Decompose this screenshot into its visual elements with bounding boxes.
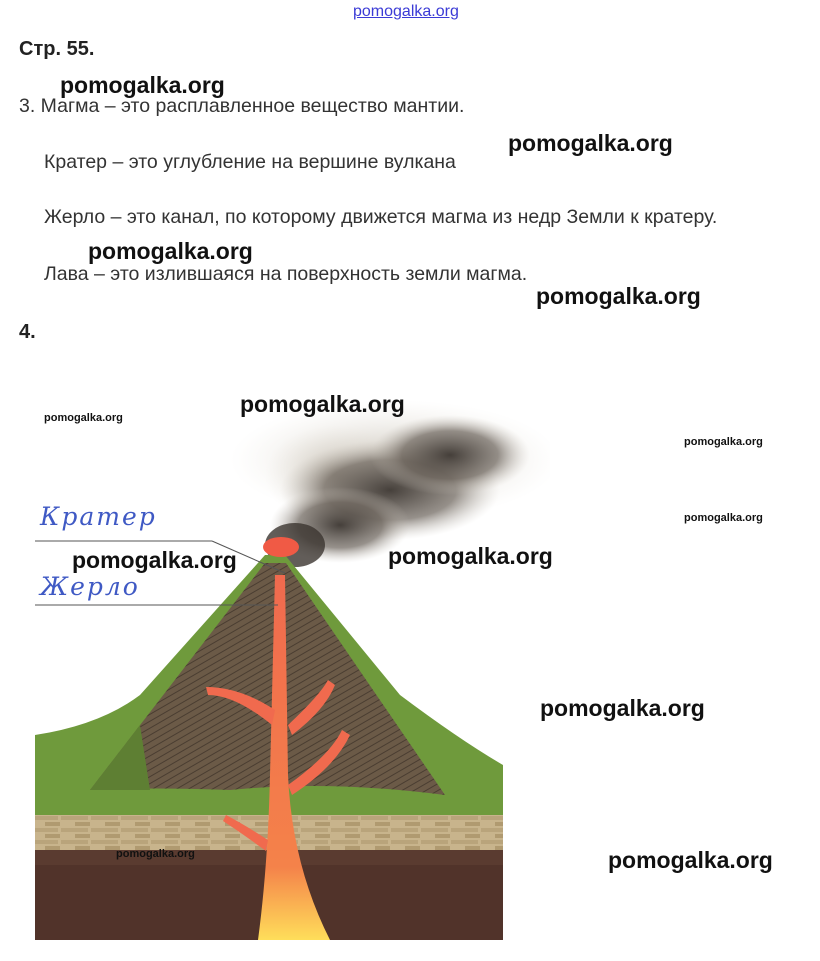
- watermark: pomogalka.org: [684, 512, 763, 524]
- watermark: pomogalka.org: [88, 238, 253, 264]
- definition-magma: 3. Магма – это расплавленное вещество мантии.: [19, 95, 465, 117]
- label-crater: Кратер: [40, 502, 157, 531]
- watermark: pomogalka.org: [536, 283, 701, 309]
- watermark: pomogalka.org: [72, 547, 237, 573]
- watermark: pomogalka.org: [60, 72, 225, 98]
- watermark: pomogalka.org: [116, 848, 195, 860]
- site-link[interactable]: pomogalka.org: [353, 3, 459, 20]
- watermark: pomogalka.org: [388, 543, 553, 569]
- watermark: pomogalka.org: [508, 130, 673, 156]
- page-reference: Стр. 55.: [19, 38, 95, 60]
- definition-vent: Жерло – это канал, по которому движется магма из недр Земли к кратеру.: [44, 206, 718, 228]
- definition-lava: Лава – это излившаяся на поверхность земли магма.: [44, 263, 528, 285]
- definition-crater: Кратер – это углубление на вершине вулкана: [44, 151, 456, 173]
- task-number: 4.: [19, 321, 36, 343]
- watermark: pomogalka.org: [540, 695, 705, 721]
- label-vent: Жерло: [40, 572, 140, 601]
- watermark: pomogalka.org: [608, 847, 773, 873]
- volcano-illustration: [30, 395, 550, 940]
- watermark: pomogalka.org: [684, 436, 763, 448]
- watermark: pomogalka.org: [240, 391, 405, 417]
- watermark: pomogalka.org: [44, 412, 123, 424]
